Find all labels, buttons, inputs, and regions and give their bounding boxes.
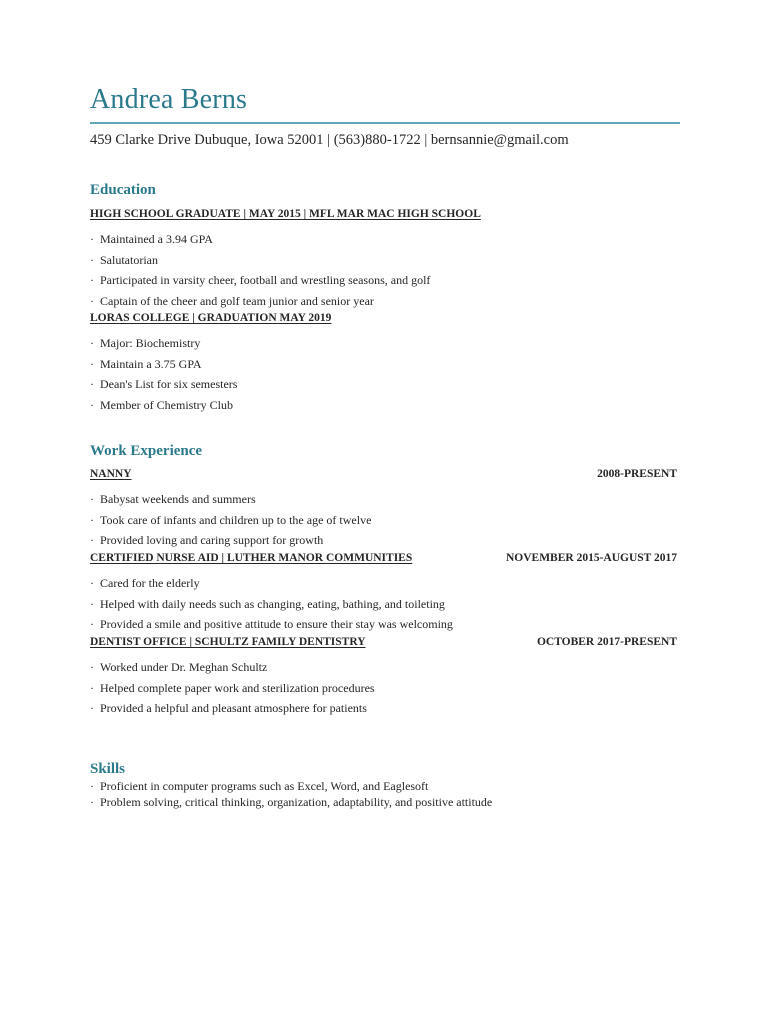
list-item: · Provided a smile and positive attitude to ensure their stay was welcoming	[90, 617, 453, 631]
entry-dates: OCTOBER 2017-PRESENT	[536, 636, 677, 648]
education-bullet-list	[90, 333, 237, 415]
list-item: · Worked under Dr. Meghan Schultz	[90, 660, 268, 674]
list-item: · Participated in varsity cheer, football and wrestling seasons, and golf	[90, 273, 431, 287]
list-item: · Proficient in computer programs such as Excel, Word, and Eaglesoft	[90, 779, 429, 793]
list-item: · Dean's List for six semesters	[90, 377, 238, 391]
header-divider	[90, 122, 680, 124]
work-bullet-list	[90, 657, 375, 719]
list-item: · Maintained a 3.94 GPA	[90, 232, 213, 246]
entry-title: HIGH SCHOOL GRADUATE | MAY 2015 | MFL MAR MAC HIGH SCHOOL	[90, 208, 481, 220]
education-heading: Education	[90, 182, 156, 198]
education-entry-title	[90, 208, 677, 220]
list-item: · Major: Biochemistry	[90, 336, 201, 350]
list-item: · Provided loving and caring support for growth	[90, 533, 324, 547]
work-experience-heading: Work Experience	[90, 443, 203, 459]
education-entry-title	[90, 312, 677, 324]
entry-dates: 2008-PRESENT	[597, 468, 677, 480]
work-entry-title	[90, 468, 677, 480]
list-item: · Salutatorian	[90, 252, 158, 267]
skills-bullet-list	[90, 778, 492, 810]
list-item: · Captain of the cheer and golf team junior and senior year	[90, 293, 374, 308]
resume-name: Andrea Berns	[90, 84, 248, 115]
list-item: · Cared for the elderly	[90, 576, 200, 590]
contact-line: 459 Clarke Drive Dubuque, Iowa 52001 | (563)880-1722 | bernsannie@gmail.com	[90, 132, 569, 148]
list-item: · Helped complete paper work and sterilization procedures	[90, 680, 375, 695]
skills-heading: Skills	[90, 761, 126, 777]
list-item: · Helped with daily needs such as changing, eating, bathing, and toileting	[90, 596, 445, 611]
entry-title: LORAS COLLEGE | GRADUATION MAY 2019	[90, 312, 332, 324]
entry-dates: NOVEMBER 2015-AUGUST 2017	[505, 552, 677, 564]
list-item: · Provided a helpful and pleasant atmosphere for patients	[90, 701, 367, 715]
list-item: · Problem solving, critical thinking, organization, adaptability, and positive attitude	[90, 795, 493, 809]
entry-title: CERTIFIED NURSE AID | LUTHER MANOR COMMUNITIES	[90, 552, 413, 564]
entry-title: NANNY	[90, 468, 132, 480]
education-bullet-list	[90, 229, 430, 311]
work-bullet-list	[90, 573, 453, 635]
work-entry-title	[90, 636, 677, 648]
list-item: · Took care of infants and children up to the age of twelve	[90, 512, 372, 527]
list-item: · Maintain a 3.75 GPA	[90, 356, 202, 371]
list-item: · Babysat weekends and summers	[90, 492, 256, 506]
work-entry-title	[90, 552, 677, 564]
list-item: · Member of Chemistry Club	[90, 397, 233, 412]
entry-title: DENTIST OFFICE | SCHULTZ FAMILY DENTISTRY	[90, 636, 366, 648]
work-bullet-list	[90, 489, 371, 551]
